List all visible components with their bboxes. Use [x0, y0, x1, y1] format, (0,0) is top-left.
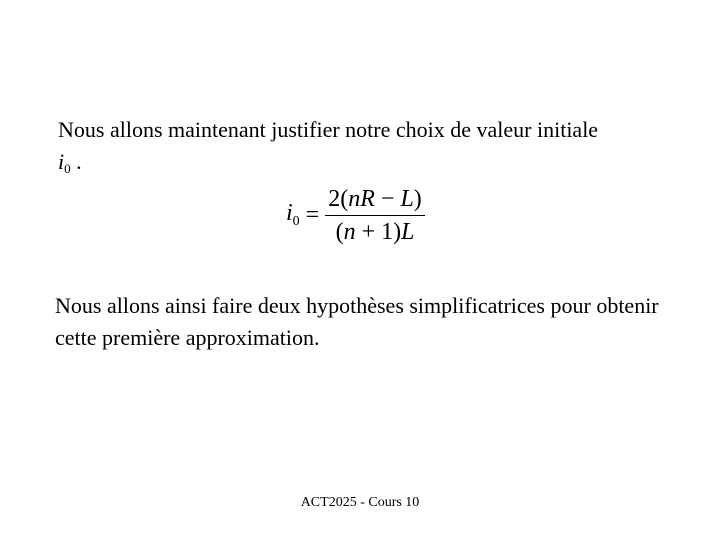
formula-lhs-var: i [286, 200, 293, 226]
denominator-open: ( [335, 218, 344, 245]
formula-numerator [325, 185, 425, 213]
initial-value-variable: i [58, 149, 65, 174]
formula-fraction [325, 185, 425, 246]
numerator-r: R [360, 185, 375, 212]
initial-value-subscript: 0 [64, 161, 71, 176]
slide-footer: ACT2025 - Cours 10 [300, 495, 420, 510]
intro-paragraph [58, 114, 698, 185]
numerator-l: L [400, 185, 414, 212]
fraction-bar [325, 215, 425, 216]
formula-lhs-subscript: 0 [292, 214, 300, 229]
formula-lhs [286, 200, 300, 230]
formula-equals: = [305, 201, 320, 228]
numerator-coef: 2( [328, 185, 349, 212]
denominator-l: L [401, 218, 415, 245]
numerator-minus: − [374, 185, 401, 212]
denominator-plus-one: + 1) [355, 218, 402, 245]
hypotheses-paragraph: Nous allons ainsi faire deux hypothèses simplificatrices pour obtenir cette première approximation. [55, 293, 659, 350]
denominator-n: n [343, 218, 356, 245]
numerator-close: ) [413, 185, 422, 212]
intro-trailing: . [70, 149, 82, 174]
formula-denominator [333, 218, 418, 246]
intro-text: Nous allons maintenant justifier notre choix de valeur initiale [58, 117, 599, 142]
numerator-n: n [348, 185, 361, 212]
initial-value-formula [286, 180, 425, 250]
